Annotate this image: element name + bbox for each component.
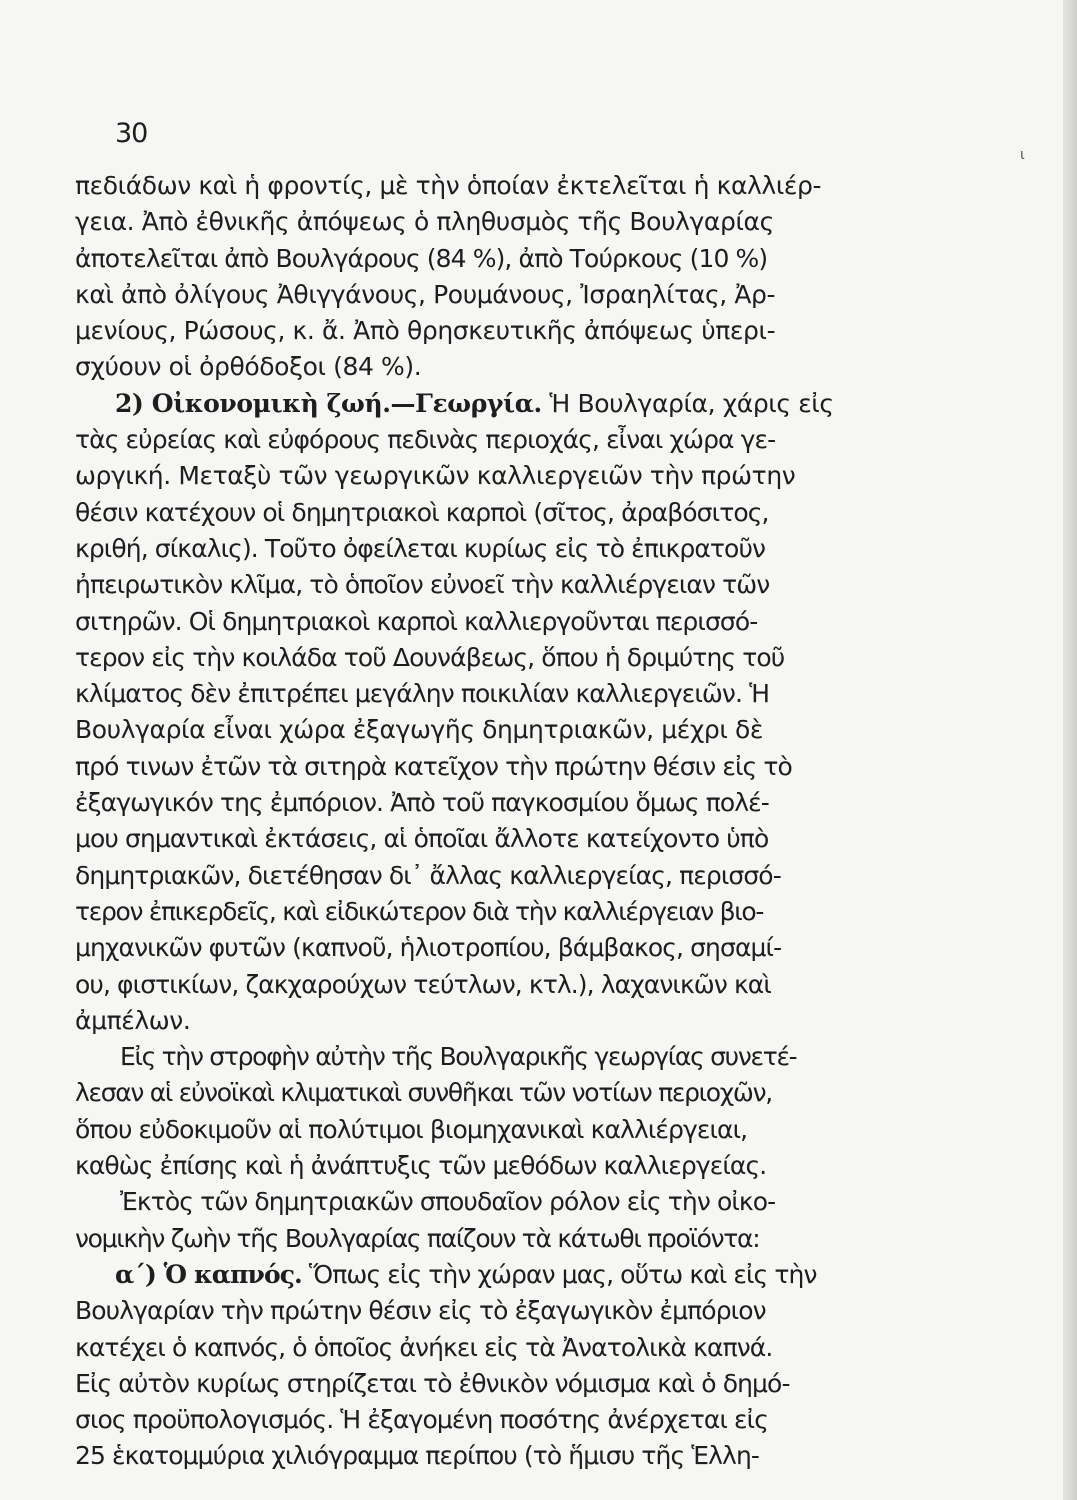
text-line: γεια. Ἀπὸ ἐθνικῆς ἀπόψεως ὁ πληθυσμὸς τῆς Βουλγαρίας xyxy=(75,207,774,237)
text-line: σχύουν οἱ ὀρθόδοξοι (84 %). xyxy=(75,352,422,382)
text-line: Εἰς αὐτὸν κυρίως στηρίζεται τὸ ἐθνικὸν νόμισμα καὶ ὁ δημό- xyxy=(75,1368,790,1398)
text-line: ἠπειρωτικὸν κλῖμα, τὸ ὁποῖον εὐνοεῖ τὴν καλλιέργειαν τῶν xyxy=(75,570,770,600)
text-line: θέσιν κατέχουν οἱ δημητριακοὶ καρποὶ (σῖτος, ἀραβόσιτος, xyxy=(75,497,769,527)
text-line: κλίματος δὲν ἐπιτρέπει μεγάλην ποικιλίαν καλλιεργειῶν. Ἡ xyxy=(75,679,770,709)
text-line: σιτηρῶν. Οἱ δημητριακοὶ καρποὶ καλλιεργοῦνται περισσό- xyxy=(75,606,758,636)
text-line: πεδιάδων καὶ ἡ φροντίς, μὲ τὴν ὁποίαν ἐκτελεῖται ἡ καλλιέρ- xyxy=(75,171,822,200)
text-line: σιος προϋπολογισμός. Ἡ ἐξαγομένη ποσότης ἀνέρχεται εἰς xyxy=(75,1405,769,1435)
text-line: κριθή, σίκαλις). Τοῦτο ὀφείλεται κυρίως εἰς τὸ ἐπικρατοῦν xyxy=(75,533,766,563)
text-line: 25 ἑκατομμύρια χιλιόγραμμα περίπου (τὸ ἥμισυ τῆς Ἑλλη- xyxy=(75,1441,760,1471)
section-heading-line xyxy=(75,386,960,422)
text-line: καὶ ἀπὸ ὀλίγους Ἀθιγγάνους, Ρουμάνους, Ἰσραηλίτας, Ἀρ- xyxy=(75,279,776,309)
text-line: λεσαν αἱ εὐνοϊκαὶ κλιματικαὶ συνθῆκαι τῶν νοτίων περιοχῶν, xyxy=(75,1078,772,1108)
text-line: ωργική. Μεταξὺ τῶν γεωργικῶν καλλιεργειῶν τὴν πρώτην xyxy=(75,461,796,491)
section-heading-economy: 2) Οἰκονομικὴ ζωή.—Γεωργία. xyxy=(115,388,542,418)
text-line: Ἐκτὸς τῶν δημητριακῶν σπουδαῖον ρόλον εἰς τὴν οἰκο- xyxy=(120,1187,776,1217)
text-line: μου σημαντικαὶ ἐκτάσεις, αἱ ὁποῖαι ἄλλοτε κατείχοντο ὑπὸ xyxy=(75,824,769,854)
text-line: μενίους, Ρώσους, κ. ἄ. Ἀπὸ θρησκευτικῆς ἀπόψεως ὑπερι- xyxy=(75,316,776,346)
text-line: ἐξαγωγικόν της ἐμπόριον. Ἀπὸ τοῦ παγκοσμίου ὅμως πολέ- xyxy=(75,788,769,818)
text-line: κατέχει ὁ καπνός, ὁ ὁποῖος ἀνήκει εἰς τὰ Ἀνατολικὰ καπνά. xyxy=(75,1332,773,1362)
page-edge-shadow xyxy=(1063,0,1077,1500)
page-number: 30 xyxy=(115,118,148,149)
text-line: νομικὴν ζωὴν τῆς Βουλγαρίας παίζουν τὰ κάτωθι προϊόντα: xyxy=(75,1223,760,1253)
section-heading-rest: Ἡ Βουλγαρία, χάρις εἰς xyxy=(541,388,834,418)
text-line: ὅπου εὐδοκιμοῦν αἱ πολύτιμοι βιομηχανικαὶ καλλιέργειαι, xyxy=(75,1114,748,1144)
text-line: ου, φιστικίων, ζακχαρούχων τεύτλων, κτλ.), λαχανικῶν καὶ xyxy=(75,969,771,999)
text-line: ἀμπέλων. xyxy=(75,1005,191,1035)
text-line: τὰς εὐρείας καὶ εὐφόρους πεδινὰς περιοχάς, εἶναι χώρα γε- xyxy=(75,425,776,455)
text-line: δημητριακῶν, διετέθησαν δι᾽ ἄλλας καλλιεργείας, περισσό- xyxy=(75,860,781,890)
subsection-heading-rest: Ὅπως εἰς τὴν χώραν μας, οὕτω καὶ εἰς τὴν xyxy=(301,1259,817,1289)
text-line: Βουλγαρία εἶναι χώρα ἐξαγωγῆς δημητριακῶν, μέχρι δὲ xyxy=(75,715,763,745)
subsection-heading-tobacco: α΄) Ὁ καπνός. xyxy=(115,1259,302,1289)
text-line: Εἰς τὴν στροφὴν αὐτὴν τῆς Βουλγαρικῆς γεωργίας συνετέ- xyxy=(120,1042,797,1072)
body-text xyxy=(75,168,960,1475)
text-line: μηχανικῶν φυτῶν (καπνοῦ, ἡλιοτροπίου, βάμβακος, σησαμί- xyxy=(75,933,782,963)
text-line: ἀποτελεῖται ἀπὸ Βουλγάρους (84 %), ἀπὸ Τούρκους (10 %) xyxy=(75,243,768,273)
text-line: πρό τινων ἐτῶν τὰ σιτηρὰ κατεῖχον τὴν πρώτην θέσιν εἰς τὸ xyxy=(75,751,792,781)
text-line: τερον εἰς τὴν κοιλάδα τοῦ Δουνάβεως, ὅπου ἡ δριμύτης τοῦ xyxy=(75,642,785,672)
subsection-heading-line xyxy=(75,1257,960,1293)
text-line: καθὼς ἐπίσης καὶ ἡ ἀνάπτυξις τῶν μεθόδων καλλιεργείας. xyxy=(75,1151,767,1181)
text-line: τερον ἐπικερδεῖς, καὶ εἰδικώτερον διὰ τὴν καλλιέργειαν βιο- xyxy=(75,896,764,926)
margin-mark: ι xyxy=(1020,147,1025,163)
text-line: Βουλγαρίαν τὴν πρώτην θέσιν εἰς τὸ ἐξαγωγικὸν ἐμπόριον xyxy=(75,1296,766,1326)
